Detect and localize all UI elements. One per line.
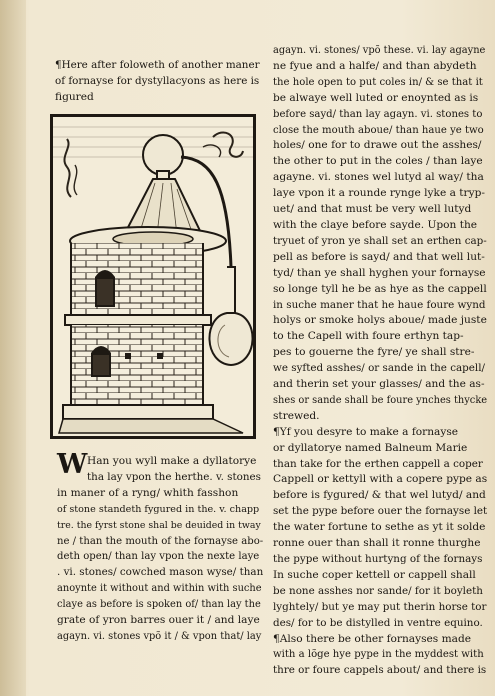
text-line: to the Capell with foure erthyn tap- [273,330,464,343]
text-line: of fornayse for dystyllacyons as here is [55,74,260,87]
text-line: ronne ouer than shall it ronne thurghe [273,537,481,550]
text-line: shes or sande shall be foure ynches thycke [273,394,487,406]
text-line: anoynte it without and within with suche [57,583,262,595]
text-line: Cappell or kettyll with a copere pype as [273,473,487,486]
text-line: ¶Here after foloweth of another maner [55,59,260,71]
text-line: tyd/ than ye shall hyghen your fornayse [273,266,486,279]
text-line: figured [55,90,94,103]
text-line: ne fyue and a halfe/ and than abydeth [273,59,477,72]
text-line: uet/ and that must be very well lutyd [273,203,472,216]
text-line: ¶Yf you desyre to make a fornayse [273,425,459,438]
text-line: holys or smoke holys aboue/ made juste [273,314,487,327]
text-line: and therin set your glasses/ and the as- [273,378,485,391]
text-line: ne / than the mouth of the fornayse abo- [57,535,263,547]
distillation-furnace-image [53,117,253,436]
woodcut-illustration [50,114,256,439]
text-line: ¶Also there be other fornayses made [273,632,471,645]
text-line: or dyllatorye named Balneum Marie [273,441,468,454]
text-line: be none asshes nor sande/ for it boyleth [273,584,483,597]
text-line: deth open/ than lay vpon the nexte laye [57,551,260,563]
text-line: in suche maner that he haue foure wynd [273,298,486,311]
text-line: laye vpon it a rounde rynge lyke a tryp- [273,187,485,200]
text-line: set the pype before ouer the fornayse let [273,505,487,518]
text-line: thre or foure cappels about/ and there is [273,664,487,677]
decorative-initial-w: W [57,449,88,480]
text-line: before sayd/ than lay agayn. vi. stones to [273,108,483,120]
text-line: in maner of a ryng/ whith fasshon [57,486,239,499]
text-line: pell as before is sayd/ and that well lut- [273,250,485,263]
text-line: the water fortune to sethe as yt it solde [273,521,486,534]
text-line: holes/ one for to drawe out the asshes/ [273,139,482,152]
text-line: tre. the fyrst stone shal be deuided in tway [57,519,261,531]
text-line: grate of yron barres ouer it / and laye [57,614,260,627]
text-line: the hole open to put coles in/ & se that it [273,76,483,88]
text-line: des/ for to be distylled in ventre equino. [273,616,483,629]
text-line: claye as before is spoken of/ than lay the [57,599,261,611]
text-line: In suche coper kettell or cappell shall [273,568,476,581]
text-line: with a lõge hye pype in the myddest with [273,649,484,661]
right-column-body [273,43,487,679]
text-line: close the mouth aboue/ than haue ye two [273,124,484,136]
text-line: tryuet of yron ye shall set an erthen cap- [273,234,487,247]
text-line: agayn. vi. stones vpõ it / & vpon that/ lay [57,630,262,642]
text-line: agayn. vi. stones/ vpõ these. vi. lay agayne [273,45,486,56]
left-column-heading [55,58,260,106]
text-line: strewed. [273,409,320,422]
text-line: tha lay vpon the herthe. v. stones [87,470,261,483]
text-line: we syfted asshes/ or sande in the capell/ [273,362,485,375]
text-line: of stone standeth fygured in the. v. chapp [57,503,260,515]
text-line: lyghtely/ but ye may put therin horse tor [273,600,487,613]
text-line: before is fygured/ & that wel lutyd/ and [273,489,486,502]
text-line: be alwaye well luted or enoynted as is [273,91,479,104]
text-line: than take for the erthen cappell a coper [273,457,483,470]
text-line: Han you wyll make a dyllatorye [87,455,257,467]
text-line: . vi. stones/ cowched mason wyse/ than [57,566,263,579]
left-column-body [57,449,263,645]
page-gutter [0,0,26,696]
text-line: agayne. vi. stones wel lutyd al way/ tha [273,171,484,184]
text-line: with the claye before sayde. Upon the [273,218,478,231]
text-line: so longe tyll he be as hye as the cappell [273,282,487,295]
text-line: pes to gouerne the fyre/ ye shall stre- [273,346,475,359]
text-line: the pype without hurtyng of the fornays [273,553,483,565]
text-line: the other to put in the coles / than laye [273,155,483,168]
